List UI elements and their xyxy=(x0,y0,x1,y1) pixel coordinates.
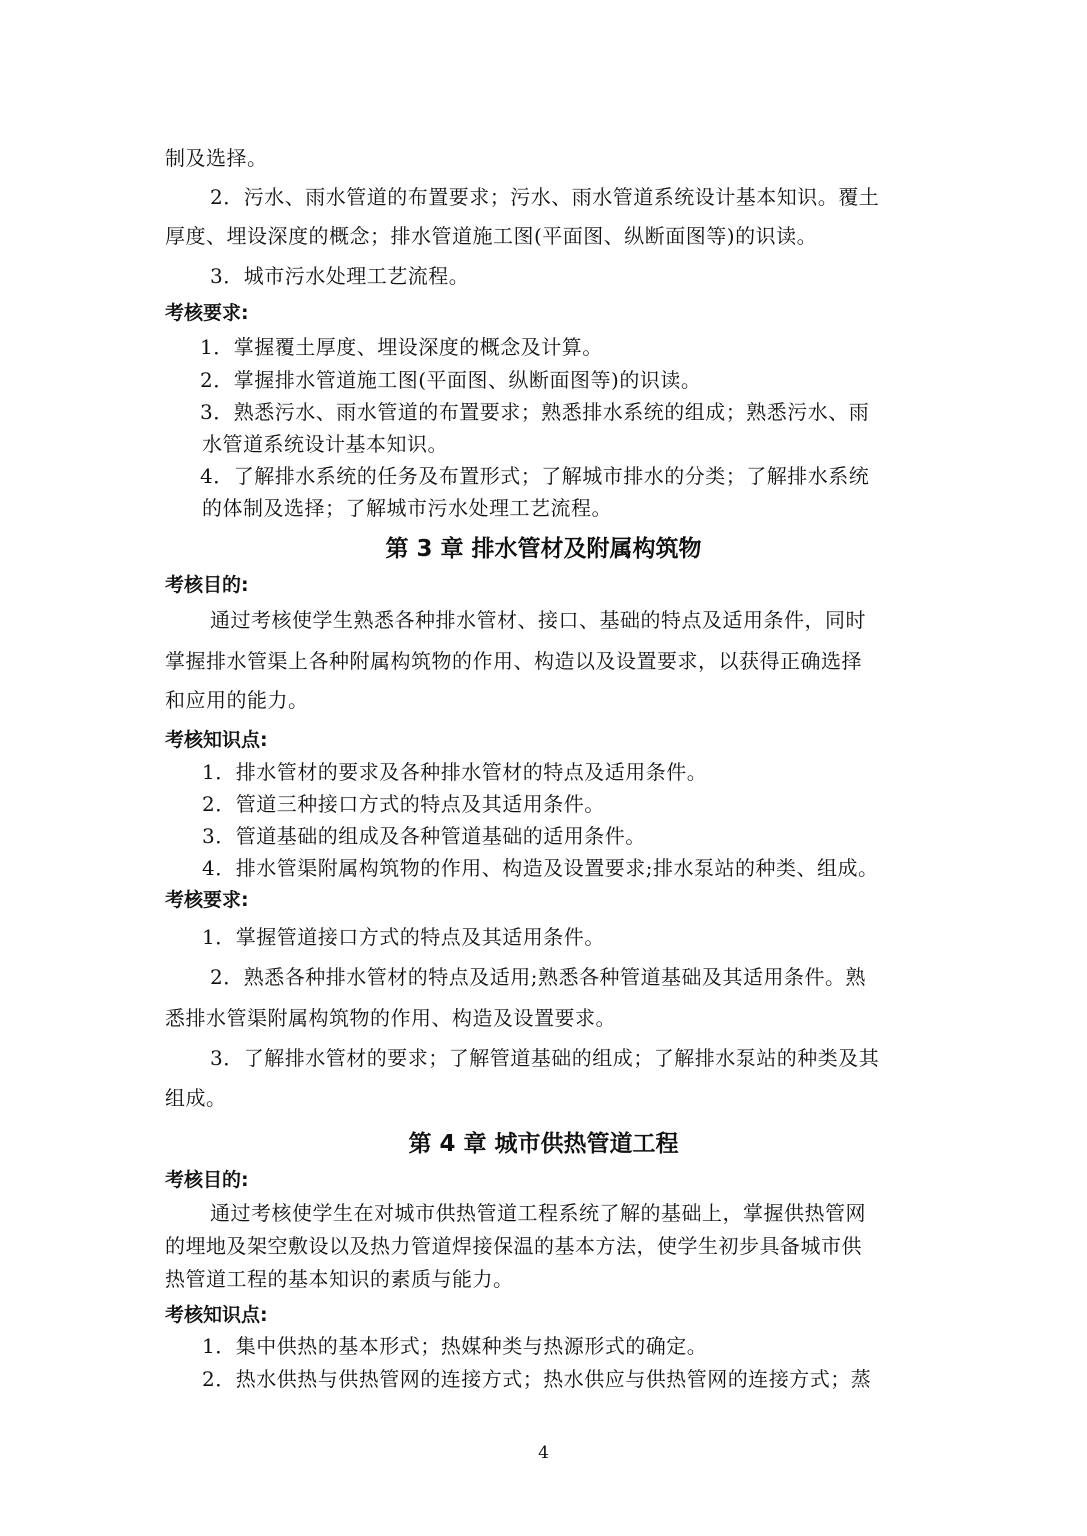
text-line: 掌握排水管渠上各种附属构筑物的作用、构造以及设置要求，以获得正确选择 xyxy=(165,649,862,673)
section-heading: 考核知识点: xyxy=(165,729,268,751)
text-line: 通过考核使学生在对城市供热管道工程系统了解的基础上，掌握供热管网 xyxy=(210,1201,866,1225)
list-item: 1．掌握覆土厚度、埋设深度的概念及计算。 xyxy=(200,335,603,359)
list-item: 4．排水管渠附属构筑物的作用、构造及设置要求;排水泵站的种类、组成。 xyxy=(202,856,879,880)
list-item: 3．管道基础的组成及各种管道基础的适用条件。 xyxy=(202,824,646,848)
chapter-title: 第 3 章 排水管材及附属构筑物 xyxy=(385,536,702,562)
chapter-title: 第 4 章 城市供热管道工程 xyxy=(408,1131,679,1157)
section-heading: 考核要求: xyxy=(165,889,249,911)
list-item: 2．掌握排水管道施工图(平面图、纵断面图等)的识读。 xyxy=(200,368,702,392)
list-item: 1．排水管材的要求及各种排水管材的特点及适用条件。 xyxy=(202,760,708,784)
page-number: 4 xyxy=(538,1443,549,1463)
list-item: 1．掌握管道接口方式的特点及其适用条件。 xyxy=(202,925,605,949)
text-line: 通过考核使学生熟悉各种排水管材、接口、基础的特点及适用条件，同时 xyxy=(210,608,866,632)
text-line: 水管道系统设计基本知识。 xyxy=(202,432,448,456)
text-line: 3．城市污水处理工艺流程。 xyxy=(210,264,470,288)
section-heading: 考核要求: xyxy=(165,302,249,324)
text-line: 厚度、埋设深度的概念；排水管道施工图(平面图、纵断面图等)的识读。 xyxy=(165,224,818,248)
list-item: 3．了解排水管材的要求；了解管道基础的组成；了解排水泵站的种类及其 xyxy=(210,1046,880,1070)
section-heading: 考核知识点: xyxy=(165,1304,268,1326)
list-item: 2．热水供热与供热管网的连接方式；热水供应与供热管网的连接方式；蒸 xyxy=(202,1367,872,1391)
list-item: 2．管道三种接口方式的特点及其适用条件。 xyxy=(202,792,605,816)
text-line: 和应用的能力。 xyxy=(165,688,309,712)
list-item: 3．熟悉污水、雨水管道的布置要求；熟悉排水系统的组成；熟悉污水、雨 xyxy=(200,400,870,424)
list-item: 4．了解排水系统的任务及布置形式；了解城市排水的分类；了解排水系统 xyxy=(200,464,870,488)
list-item: 1．集中供热的基本形式；热媒种类与热源形式的确定。 xyxy=(202,1334,708,1358)
text-line: 热管道工程的基本知识的素质与能力。 xyxy=(165,1267,514,1291)
text-line: 2．污水、雨水管道的布置要求；污水、雨水管道系统设计基本知识。覆土 xyxy=(210,185,880,209)
text-line: 组成。 xyxy=(165,1086,227,1110)
section-heading: 考核目的: xyxy=(165,574,249,596)
section-heading: 考核目的: xyxy=(165,1169,249,1191)
text-line: 悉排水管渠附属构筑物的作用、构造及设置要求。 xyxy=(165,1006,616,1030)
text-line: 的埋地及架空敷设以及热力管道焊接保温的基本方法，使学生初步具备城市供 xyxy=(165,1234,862,1258)
list-item: 2．熟悉各种排水管材的特点及适用;熟悉各种管道基础及其适用条件。熟 xyxy=(210,965,866,989)
text-line: 的体制及选择；了解城市污水处理工艺流程。 xyxy=(202,496,612,520)
text-line: 制及选择。 xyxy=(165,146,268,170)
